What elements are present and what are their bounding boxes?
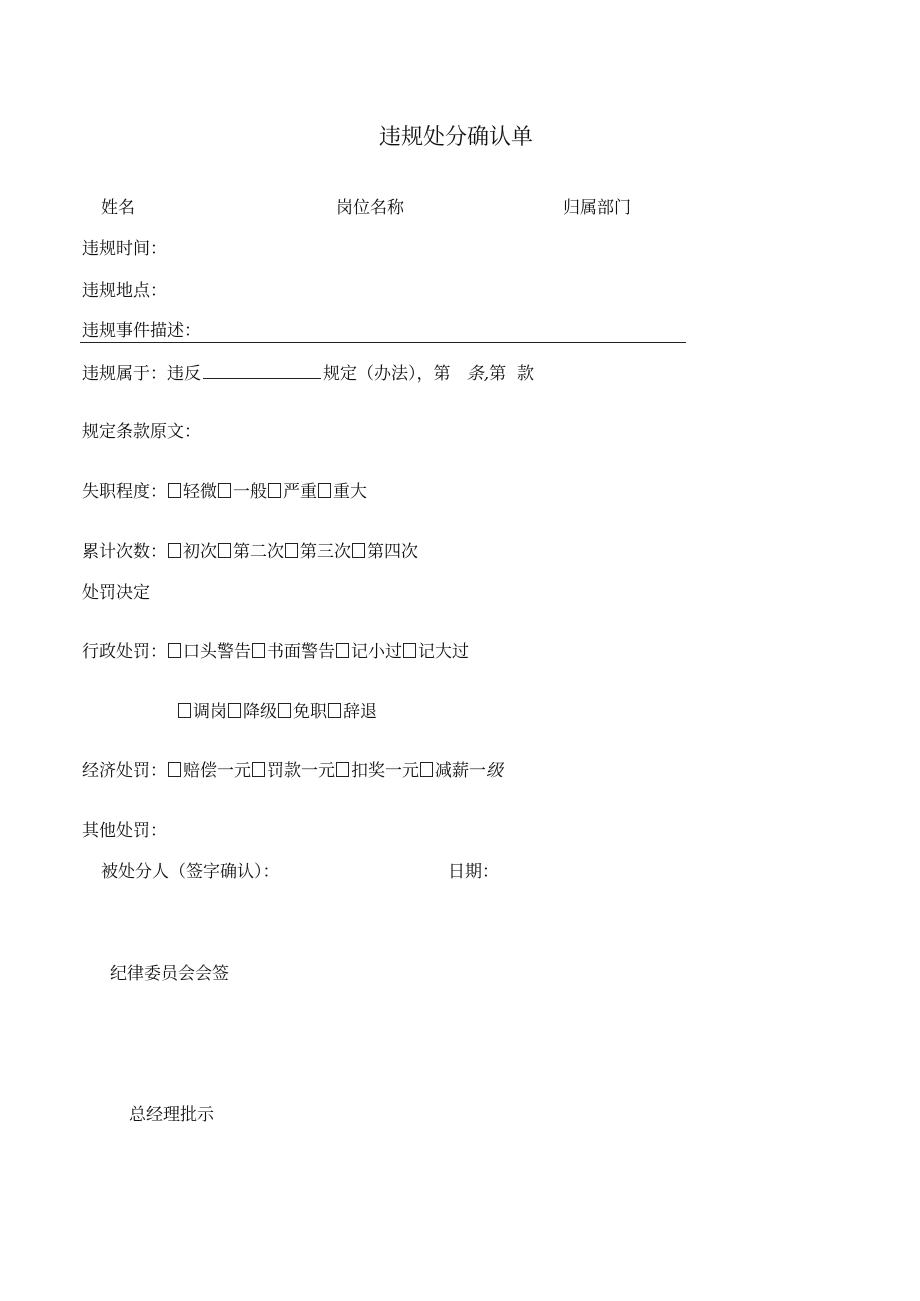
belongs-suffix: 规定（办法），第 — [323, 364, 451, 384]
name-label: 姓名 — [101, 198, 135, 218]
checkbox-icon[interactable] — [168, 643, 181, 658]
severity-row — [82, 481, 367, 503]
severity-label: 失职程度： — [82, 482, 167, 502]
checkbox-icon[interactable] — [336, 762, 349, 777]
checkbox-icon[interactable] — [218, 483, 231, 498]
checkbox-icon[interactable] — [268, 483, 281, 498]
admin-option-transfer[interactable]: 调岗 — [177, 702, 227, 722]
checkbox-icon[interactable] — [420, 762, 433, 777]
economic-label: 经济处罚： — [82, 761, 167, 781]
decision-heading: 处罚决定 — [82, 583, 150, 603]
admin-row-1 — [82, 641, 469, 663]
admin-option-written-warning[interactable]: 书面警告 — [251, 642, 335, 662]
admin-option-demotion[interactable]: 降级 — [227, 702, 277, 722]
checkbox-icon[interactable] — [328, 703, 341, 718]
checkbox-icon[interactable] — [178, 703, 191, 718]
admin-option-verbal-warning[interactable]: 口头警告 — [167, 642, 251, 662]
count-option-third[interactable]: 第三次 — [284, 542, 351, 562]
belongs-prefix: 违规属于：违反 — [82, 364, 201, 384]
di2-label: 第 — [489, 364, 507, 384]
checkbox-icon[interactable] — [168, 483, 181, 498]
clause-original-label: 规定条款原文： — [82, 422, 201, 442]
admin-option-minor-demerit[interactable]: 记小过 — [335, 642, 402, 662]
economic-row — [82, 760, 503, 782]
checkbox-icon[interactable] — [168, 543, 181, 558]
admin-option-dismissal[interactable]: 免职 — [277, 702, 327, 722]
checkbox-icon[interactable] — [252, 643, 265, 658]
severity-option-general[interactable]: 一般 — [217, 482, 267, 502]
severity-option-minor[interactable]: 轻微 — [167, 482, 217, 502]
count-label: 累计次数： — [82, 542, 167, 562]
admin-option-major-demerit[interactable]: 记大过 — [402, 642, 469, 662]
general-manager-approval-label: 总经理批示 — [129, 1105, 214, 1125]
violation-belongs-line — [82, 362, 534, 385]
tiao-label: 条, — [466, 364, 490, 384]
violation-time-label: 违规时间： — [82, 239, 167, 259]
checkbox-icon[interactable] — [278, 703, 291, 718]
checkbox-icon[interactable] — [168, 762, 181, 777]
checkbox-icon[interactable] — [352, 543, 365, 558]
regulation-blank[interactable] — [203, 362, 321, 379]
kuan-label: 款 — [516, 364, 534, 384]
violation-description-label: 违规事件描述： — [82, 321, 201, 341]
checkbox-icon[interactable] — [228, 703, 241, 718]
economic-option-salary-reduction[interactable]: 减薪一级 — [419, 761, 503, 781]
checkbox-icon[interactable] — [336, 643, 349, 658]
count-row — [82, 541, 418, 563]
checkbox-icon[interactable] — [218, 543, 231, 558]
department-label: 归属部门 — [563, 198, 631, 218]
level-suffix: 级 — [486, 761, 503, 781]
checkbox-icon[interactable] — [403, 643, 416, 658]
other-penalty-label: 其他处罚： — [82, 821, 167, 841]
violation-place-label: 违规地点： — [82, 281, 167, 301]
description-underline — [80, 342, 686, 343]
economic-option-bonus-deduction[interactable]: 扣奖一元 — [335, 761, 419, 781]
position-label: 岗位名称 — [336, 198, 404, 218]
page-title: 违规处分确认单 — [378, 125, 533, 150]
checkbox-icon[interactable] — [318, 483, 331, 498]
checkbox-icon[interactable] — [252, 762, 265, 777]
count-option-second[interactable]: 第二次 — [217, 542, 284, 562]
admin-row-2 — [177, 701, 377, 723]
count-option-first[interactable]: 初次 — [167, 542, 217, 562]
admin-label: 行政处罚： — [82, 642, 167, 662]
committee-countersign-label: 纪律委员会会签 — [110, 964, 229, 984]
economic-option-compensation[interactable]: 赔偿一元 — [167, 761, 251, 781]
economic-option-fine[interactable]: 罚款一元 — [251, 761, 335, 781]
admin-option-resignation[interactable]: 辞退 — [327, 702, 377, 722]
signee-label: 被处分人（签字确认）： — [101, 862, 280, 882]
severity-option-serious[interactable]: 严重 — [267, 482, 317, 502]
date-label: 日期： — [448, 862, 499, 882]
severity-option-major[interactable]: 重大 — [317, 482, 367, 502]
checkbox-icon[interactable] — [285, 543, 298, 558]
count-option-fourth[interactable]: 第四次 — [351, 542, 418, 562]
